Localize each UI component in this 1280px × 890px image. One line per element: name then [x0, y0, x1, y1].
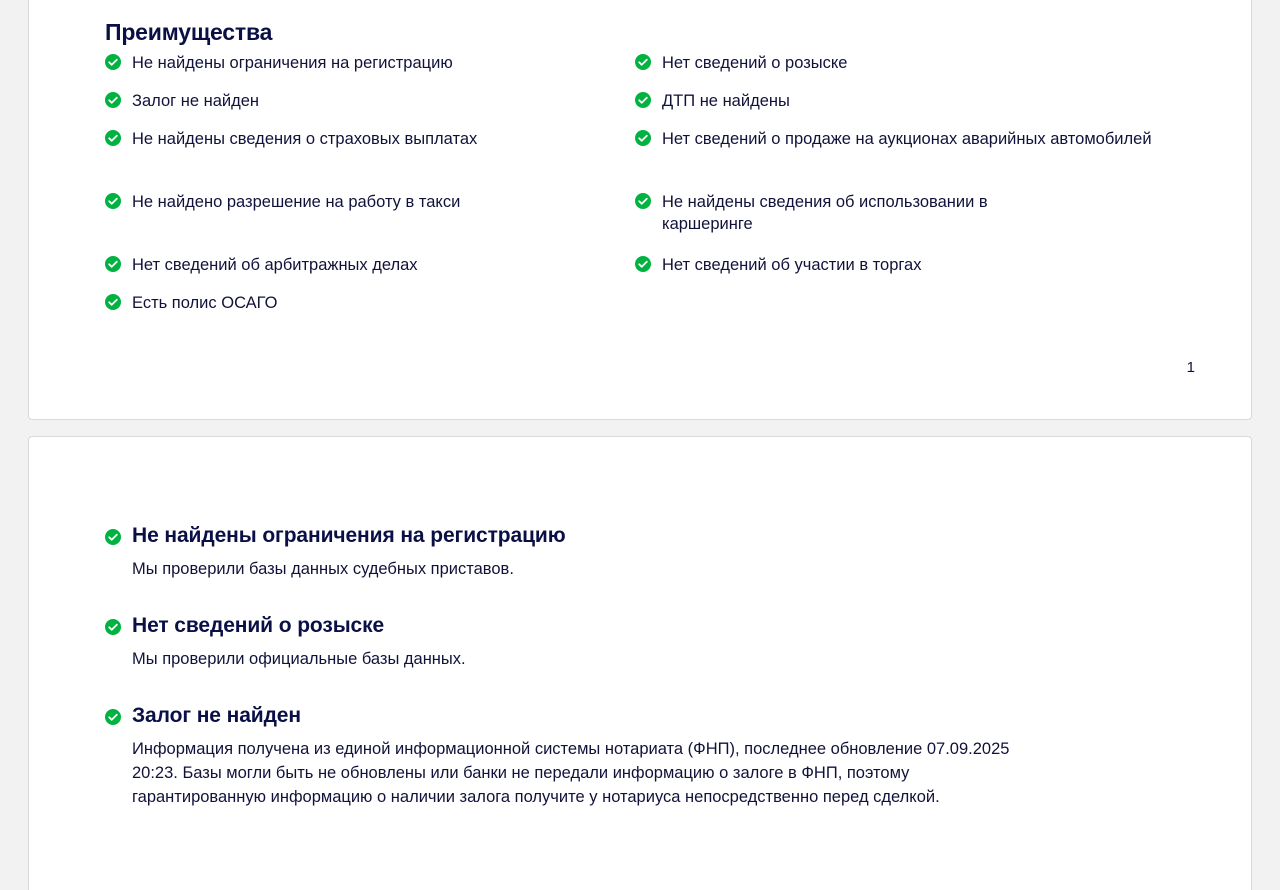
- report-sheet-page-2: [28, 436, 1252, 890]
- detail-block: [105, 523, 1165, 581]
- advantage-label: Есть полис ОСАГО: [132, 294, 278, 312]
- report-sheet-page-1: [28, 0, 1252, 420]
- check-circle-icon: [105, 92, 121, 108]
- check-circle-icon: [105, 256, 121, 272]
- detail-text: Мы проверили официальные базы данных.: [132, 650, 466, 668]
- check-circle-icon: [635, 54, 651, 70]
- detail-heading-row: [105, 703, 1165, 729]
- advantage-label: ДТП не найдены: [662, 92, 790, 110]
- list-item: [105, 190, 635, 253]
- check-circle-icon: [105, 529, 121, 545]
- list-item: [635, 89, 1165, 127]
- advantage-label: Не найдено разрешение на работу в такси: [132, 193, 461, 211]
- check-circle-icon: [105, 709, 121, 725]
- check-circle-icon: [105, 294, 121, 310]
- check-circle-icon: [635, 193, 651, 209]
- check-circle-icon: [105, 193, 121, 209]
- advantages-left-column: [105, 51, 635, 329]
- advantage-label: Нет сведений об участии в торгах: [662, 256, 922, 274]
- detail-text: Мы проверили базы данных судебных приставов.: [132, 560, 514, 578]
- advantage-label: Не найдены сведения о страховых выплатах: [132, 130, 478, 148]
- check-circle-icon: [635, 130, 651, 146]
- detail-heading-row: [105, 523, 1165, 549]
- advantage-label: Нет сведений о продаже на аукционах аварийных автомобилей: [662, 130, 1152, 148]
- advantage-label: Не найдены сведения об использовании в каршеринге: [662, 193, 988, 233]
- detail-title: Нет сведений о розыске: [132, 614, 385, 637]
- list-item: [635, 190, 1165, 253]
- check-circle-icon: [105, 619, 121, 635]
- list-item: [105, 51, 635, 89]
- advantages-right-column: [635, 51, 1165, 329]
- detail-title: Залог не найден: [132, 704, 301, 727]
- detail-heading-row: [105, 613, 1165, 639]
- details-list: [105, 523, 1165, 837]
- detail-block: [105, 703, 1165, 809]
- list-item: [105, 89, 635, 127]
- detail-text: Информация получена из единой информационной системы нотариата (ФНП), последнее обновление 07.09.2025 20:23. Базы могли быть не обновлены или банки не передали информацию о залоге в ФНП, поэтому гарантированную информацию о наличии залога получите у нотариуса непосредственно перед сделкой.: [132, 740, 1010, 806]
- advantages-grid: [105, 51, 1195, 329]
- advantage-label: Нет сведений об арбитражных делах: [132, 256, 418, 274]
- check-circle-icon: [105, 130, 121, 146]
- list-item: [105, 127, 635, 190]
- check-circle-icon: [635, 256, 651, 272]
- check-circle-icon: [105, 54, 121, 70]
- check-circle-icon: [635, 92, 651, 108]
- advantage-label: Залог не найден: [132, 92, 260, 110]
- advantage-label: Не найдены ограничения на регистрацию: [132, 54, 453, 72]
- list-item: [105, 253, 635, 291]
- list-item: [635, 51, 1165, 89]
- list-item: [635, 127, 1165, 190]
- detail-block: [105, 613, 1165, 671]
- page-number: 1: [1186, 359, 1195, 376]
- advantage-label: Нет сведений о розыске: [662, 54, 848, 72]
- advantages-heading: Преимущества: [105, 19, 273, 45]
- list-item: [105, 291, 635, 329]
- list-item: [635, 253, 1165, 291]
- detail-title: Не найдены ограничения на регистрацию: [132, 524, 566, 547]
